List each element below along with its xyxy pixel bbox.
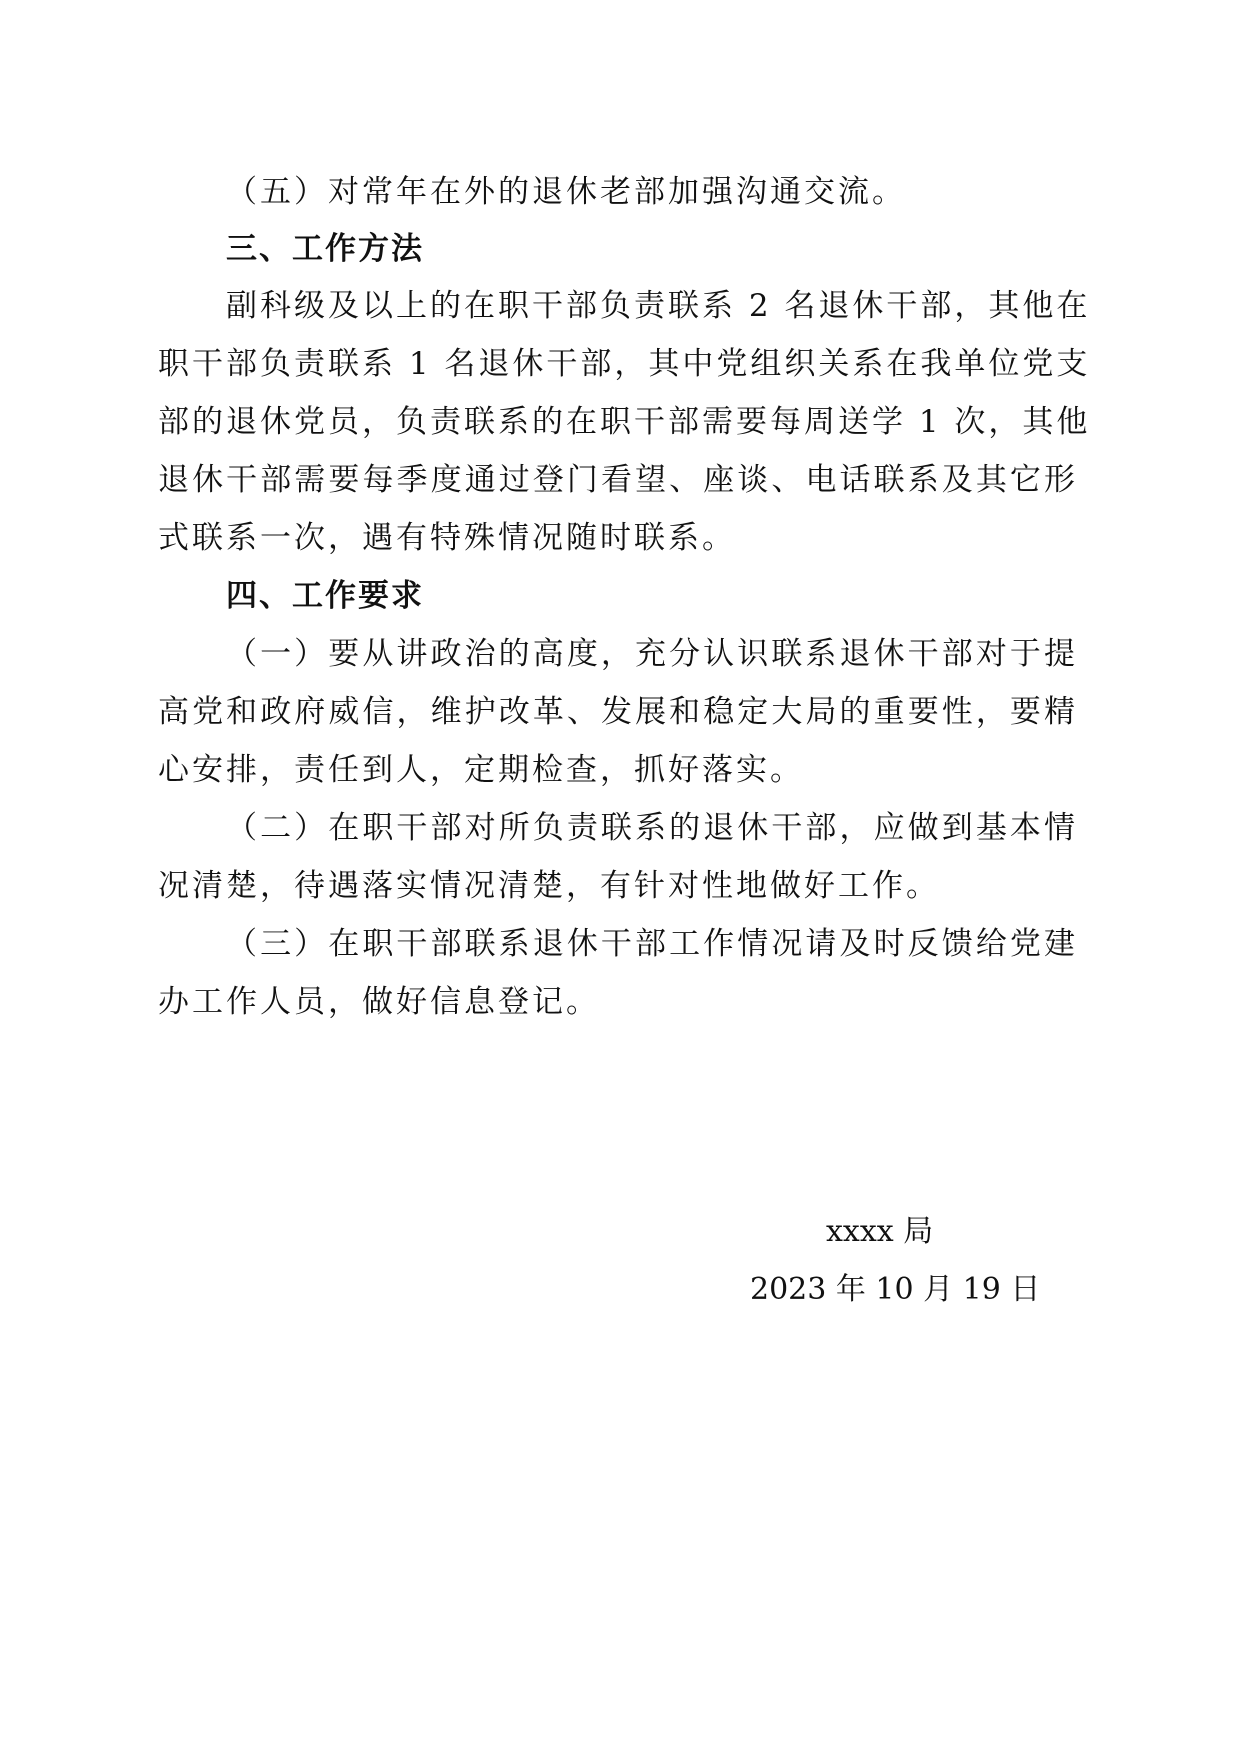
requirement-two-line-1: （二）在职干部对所负责联系的退休干部，应做到基本情 bbox=[226, 810, 1078, 846]
requirement-three-line-1: （三）在职干部联系退休干部工作情况请及时反馈给党建 bbox=[226, 926, 1078, 962]
requirement-one-line-2: 高党和政府威信，维护改革、发展和稳定大局的重要性，要精 bbox=[158, 694, 1078, 730]
requirement-two-line-2: 况清楚，待遇落实情况清楚，有针对性地做好工作。 bbox=[158, 868, 940, 904]
signature-organization: xxxx 局 bbox=[826, 1214, 934, 1249]
requirement-three-line-2: 办工作人员，做好信息登记。 bbox=[158, 984, 600, 1020]
requirement-one-line-1: （一）要从讲政治的高度，充分认识联系退休干部对于提 bbox=[226, 636, 1078, 672]
section-three-line-5: 式联系一次，遇有特殊情况随时联系。 bbox=[158, 520, 736, 556]
section-three-heading: 三、工作方法 bbox=[226, 231, 424, 267]
requirement-one-line-3: 心安排，责任到人，定期检查，抓好落实。 bbox=[158, 752, 804, 788]
item-five: （五）对常年在外的退休老部加强沟通交流。 bbox=[226, 174, 906, 210]
section-three-line-3: 部的退休党员，负责联系的在职干部需要每周送学 1 次，其他 bbox=[158, 404, 1091, 440]
section-three-line-1: 副科级及以上的在职干部负责联系 2 名退休干部，其他在 bbox=[226, 288, 1091, 324]
section-three-line-2: 职干部负责联系 1 名退休干部，其中党组织关系在我单位党支 bbox=[158, 346, 1091, 382]
section-three-line-4: 退休干部需要每季度通过登门看望、座谈、电话联系及其它形 bbox=[158, 462, 1078, 498]
signature-date: 2023 年 10 月 19 日 bbox=[750, 1272, 1041, 1307]
section-four-heading: 四、工作要求 bbox=[226, 578, 424, 614]
